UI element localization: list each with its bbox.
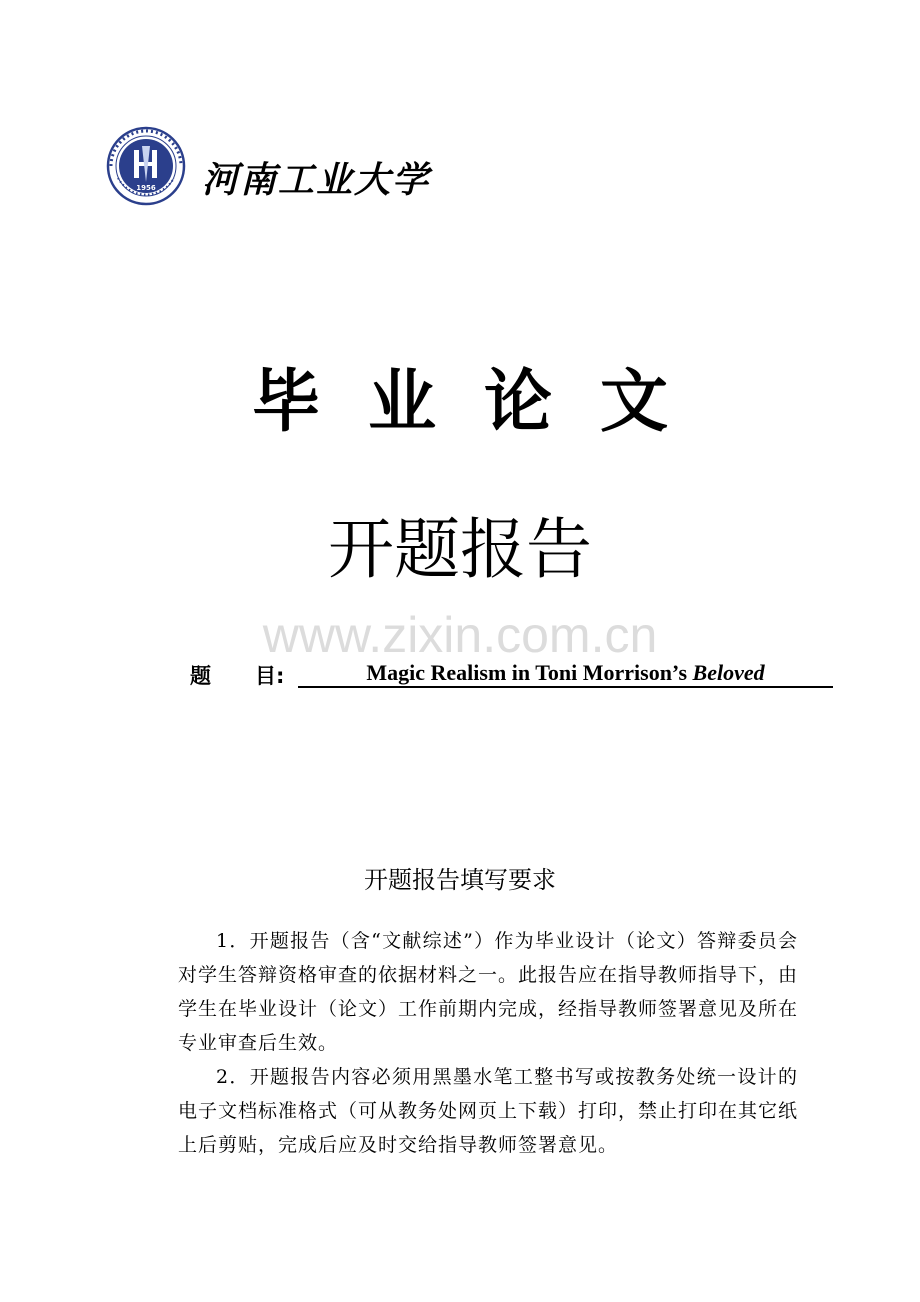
topic-row bbox=[190, 658, 835, 690]
university-name: 河南工业大学 bbox=[202, 159, 431, 201]
university-seal-icon bbox=[106, 126, 186, 206]
topic-label-right: 目: bbox=[255, 664, 285, 688]
requirement-item-1: 1．开题报告（含“文献综述”）作为毕业设计（论文）答辩委员会对学生答辩资格审查的依据材料之一。此报告应在指导教师指导下，由学生在毕业设计（论文）工作前期内完成，经指导教师签署意见及所在专业审查后生效。 bbox=[178, 930, 799, 1054]
topic-value-prefix: Magic Realism in Toni Morrison’s bbox=[366, 660, 693, 685]
page-header bbox=[106, 126, 431, 206]
seal-year: 1956 bbox=[136, 184, 156, 192]
topic-label-left: 题 bbox=[190, 664, 211, 688]
watermark: www.zixin.com.cn bbox=[262, 607, 658, 663]
requirement-item-2: 2．开题报告内容必须用黑墨水笔工整书写或按教务处统一设计的电子文档标准格式（可从教务处网页上下载）打印，禁止打印在其它纸上后剪贴，完成后应及时交给指导教师签署意见。 bbox=[178, 1066, 799, 1156]
page-title-main: 毕业论文 bbox=[251, 363, 716, 442]
topic-label bbox=[190, 660, 284, 690]
requirements-body bbox=[178, 924, 798, 1162]
page-title-sub: 开题报告 bbox=[328, 511, 592, 588]
requirements-heading: 开题报告填写要求 bbox=[364, 866, 556, 894]
topic-value-italic: Beloved bbox=[692, 660, 765, 685]
topic-value bbox=[298, 658, 833, 688]
